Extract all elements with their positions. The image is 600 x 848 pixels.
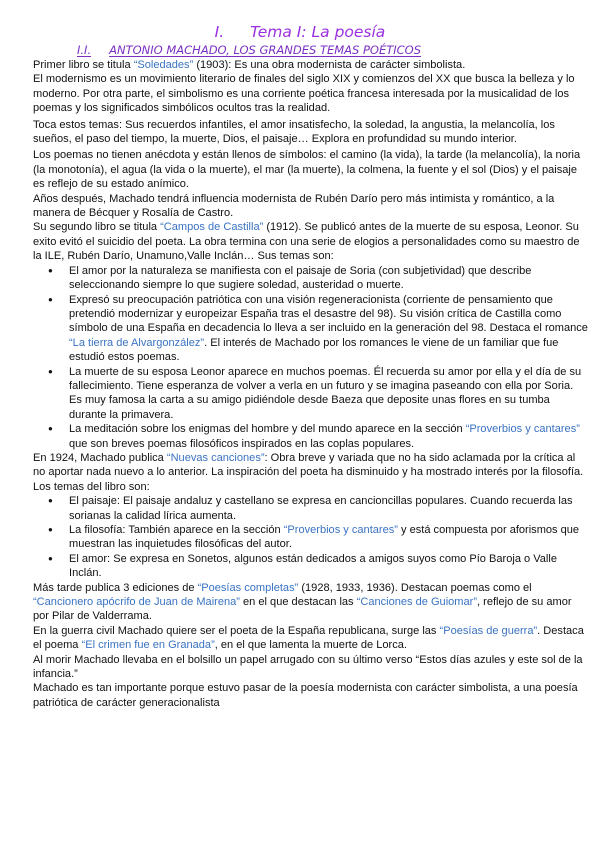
- paragraph-conclusion: Machado es tan importante porque estuvo pasar de la poesía modernista con carácter simbolista, a una poesía patriótica de carácter generacionalista: [33, 682, 578, 709]
- work-title-crimen-granada: “El crimen fue en Granada”: [81, 639, 215, 652]
- section-heading: [77, 42, 597, 58]
- paragraph-modernismo: El modernismo es un movimiento literario de finales del siglo XIX y comienzos del XX que busca la belleza y lo moderno. Por otra parte, el simbolismo es una corriente poética francesa interesada por la musicalidad de los poemas y los significados simbólicos ocultos tras la realidad.: [33, 73, 575, 115]
- work-title-guiomar: “Canciones de Guiomar”: [356, 596, 477, 609]
- title-number: I.: [214, 23, 225, 41]
- themes-list-nuevas: [33, 494, 589, 580]
- work-title-campos-castilla: “Campos de Castilla”: [160, 221, 264, 234]
- paragraph-ultimo-verso: Al morir Machado llevaba en el bolsillo un papel arrugado con su último verso “Estos días azules y este sol de la infancia.”: [33, 653, 583, 681]
- title-text: Tema I: La poesía: [250, 23, 386, 41]
- paragraph-campos-castilla: Su segundo libro se titula “Campos de Castilla” (1912). Se publicó antes de la muerte de su esposa, Leonor. Su exito evitó el suicidio del poeta. La obra termina con una serie de elogios a personalidades como su maestro de la ILE, Rubén Darío, Unamuno,Valle Inclán… Sus temas son:: [33, 221, 580, 263]
- section-title: ANTONIO MACHADO, LOS GRANDES TEMAS POÉTICOS: [109, 43, 422, 57]
- list-item: ● El amor: Se expresa en Sonetos, algunos están dedicados a amigos suyos como Pío Baroja o Valle Inclán.: [69, 552, 589, 581]
- paragraph-poesias-completas: Más tarde publica 3 ediciones de “Poesías completas” (1928, 1933, 1936). Destacan poemas como el “Cancionero apócrifo de Juan de Mairena” en el que destacan las “Canciones de Guiomar”, reflejo de su amor por Pilar de Valderrama.: [33, 581, 572, 623]
- paragraph-temas: Toca estos temas: Sus recuerdos infantiles, el amor insatisfecho, la soledad, la angustia, la melancolía, los sueños, el paso del tiempo, la muerte, Dios, el paisaje… Explora en profundidad su mundo interior.: [33, 118, 555, 146]
- work-title-alvargonzalez: “La tierra de Alvargonzález”: [69, 336, 205, 349]
- list-item: ● La muerte de su esposa Leonor aparece en muchos poemas. Él recuerda su amor por ella y el día de su fallecimiento. Tiene esperanza de volver a verla en un futuro y se imagina paseando con ella por Soria. Es muy famosa la carta a su amigo pidiéndole desde Baeza que deposite unas flores en su tumba durante la primavera.: [69, 365, 589, 423]
- paragraph-simbolos: Los poemas no tienen anécdota y están llenos de símbolos: el camino (la vida), la tarde (la melancolía), la noria (la monotonía), el agua (la vida o la muerte), el mar (la muerte), la colmena, la fuente y el sol (Dios) y el paisaje es reflejo de su estado anímico.: [33, 149, 581, 191]
- page-title: [0, 22, 600, 42]
- paragraph-soledades: Primer libro se titula “Soledades” (1903): Es una obra modernista de carácter simbolista.: [33, 59, 466, 71]
- list-item: ● La filosofía: También aparece en la sección “Proverbios y cantares” y está compuesta por aforismos que muestran las inquietudes filosóficas del autor.: [69, 523, 589, 552]
- work-title-poesias-guerra: “Poesías de guerra”: [439, 624, 538, 637]
- work-title-poesias-completas: “Poesías completas”: [197, 581, 299, 594]
- work-title-mairena: “Cancionero apócrifo de Juan de Mairena”: [33, 596, 240, 609]
- work-title-soledades: “Soledades”: [133, 59, 194, 71]
- themes-list-campos: [33, 264, 589, 451]
- work-title-nuevas-canciones: “Nuevas canciones”: [166, 451, 265, 464]
- list-item: ● La meditación sobre los enigmas del hombre y del mundo aparece en la sección “Proverbios y cantares” que son breves poemas filosóficos inspirados en las coplas populares.: [69, 422, 589, 451]
- work-title-proverbios-2: “Proverbios y cantares”: [283, 524, 398, 536]
- document-body: [33, 58, 589, 710]
- paragraph-influencia: Años después, Machado tendrá influencia modernista de Rubén Darío pero más intimista y romántico, a la manera de Bécquer y Rosalía de Castro.: [33, 192, 555, 220]
- list-item: ● El paisaje: El paisaje andaluz y castellano se expresa en cancioncillas populares. Cuando recuerda las sorianas la calidad lírica aumenta.: [69, 494, 589, 523]
- paragraph-guerra: En la guerra civil Machado quiere ser el poeta de la España republicana, surge las “Poesías de guerra”. Destaca el poema “El crimen fue en Granada”, en el que lamenta la muerte de Lorca.: [33, 624, 584, 652]
- list-item: ● Expresó su preocupación patriótica con una visión regeneracionista (corriente de pensamiento que pretendió modernizar y europeizar España tras el desastre del 98). Su visión crítica de Castilla como símbolo de una España en decadencia lo lleva a ser incluido en la generación del 98. Destaca el romance “La tierra de Alvargonzález”. El interés de Machado por los romances le viene de un familiar que fue estudió estos poemas.: [69, 293, 589, 365]
- work-title-proverbios: “Proverbios y cantares”: [465, 423, 580, 436]
- paragraph-nuevas-canciones: En 1924, Machado publica “Nuevas canciones”: Obra breve y variada que no ha sido aclamada por la crítica al no aportar nada nuevo a lo anterior. La inspiración del poeta ha disminuido y ha mostrado interés por la filosofía. Los temas del libro son:: [33, 451, 584, 493]
- list-item: ● El amor por la naturaleza se manifiesta con el paisaje de Soria (con subjetividad) que describe seleccionando siempre lo que sugiere soledad, austeridad o muerte.: [69, 264, 589, 293]
- section-number: I.I.: [77, 43, 92, 57]
